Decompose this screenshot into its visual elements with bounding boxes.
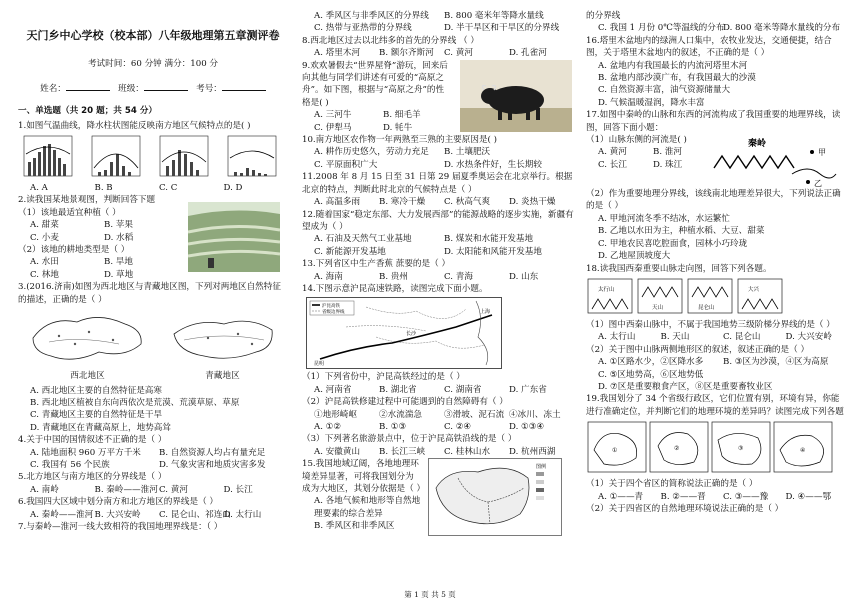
q16-option-d[interactable]: D. 气候温暖湿润，降水丰富	[598, 97, 705, 108]
question-18: 18.读我国西秦重要山脉走向图，回答下列各题。	[586, 263, 772, 274]
q18-2-option-c[interactable]: C. ⑤区地势高，⑥区地势低	[598, 369, 704, 380]
q8-option-b[interactable]: B. 额尔齐斯河	[379, 48, 434, 59]
q2-1-option-b[interactable]: B. 苹果	[104, 220, 133, 231]
q6-option-a[interactable]: A. 秦岭——淮河	[30, 509, 94, 520]
q17-2-option-b[interactable]: B. 乙地以水田为主，种植水稻、大豆、甜菜	[598, 226, 765, 237]
class-field[interactable]	[144, 81, 188, 91]
q8-option-a[interactable]: A. 塔里木河	[314, 48, 361, 59]
yak-photo	[460, 60, 572, 132]
question-4: 4.关于中国的国情叙述不正确的是（ ）	[18, 435, 167, 446]
q7-option-b[interactable]: B. 800 毫米年等降水量线	[444, 11, 544, 21]
q3-option-a[interactable]: A. 西北地区主要的自然特征是高寒	[30, 385, 162, 396]
q18-1-option-d[interactable]: D. 大兴安岭	[785, 332, 832, 343]
legend-railway: 沪昆高铁	[322, 304, 340, 310]
q2-1-options	[18, 219, 178, 244]
q10-option-c[interactable]: C. 平原面积广大	[314, 159, 378, 170]
q17-1-option-b[interactable]: B. 淮河	[653, 147, 682, 158]
china-regions-map	[428, 458, 562, 536]
question-18-1: （1）图中西秦山脉中，不属于我国地势三级阶梯分界线的是（ ）	[586, 319, 835, 330]
class-label: 班级：	[118, 83, 144, 94]
question-17-2: （2）作为重要地理分界线，该线南北地理差异很大，下列说法正确的是（ ）	[586, 189, 841, 212]
exam-meta: 考试时间：60 分钟 满分：100 分	[87, 59, 219, 70]
q16-options	[586, 60, 848, 110]
question-6: 6.我国四大区域中划分南方和北方地区的界线是（ ）	[18, 497, 218, 508]
qinghai-tibet-map	[168, 308, 278, 370]
question-9-block	[302, 60, 574, 134]
q5-option-d[interactable]: D. 长江	[223, 484, 253, 495]
q18-1-option-b[interactable]: B. 天山	[660, 332, 690, 343]
q14-2-option-c[interactable]: C. ②④	[444, 421, 472, 432]
q3-option-c[interactable]: C. 青藏地区主要的自然特征是干旱	[30, 410, 163, 421]
question-14-3: （3）下列著名旅游景点中，位于沪昆高铁沿线的是（ ）	[302, 434, 517, 445]
column-3	[586, 10, 848, 515]
question-2: 2.读我国某地景观图，判断回答下题	[18, 195, 156, 206]
id-field[interactable]	[222, 81, 266, 91]
question-19-2: （2）关于四省区的自然地理环境说法正确的是（ ）	[586, 503, 784, 514]
q13-option-a[interactable]: A. 海南	[314, 271, 343, 282]
q3-maps	[18, 308, 288, 382]
q15-option-a[interactable]: A. 各地气候和地形等自然地理要素的综合差异	[314, 496, 421, 519]
q13-option-c[interactable]: C. 青海	[444, 271, 473, 282]
q1-option-a[interactable]: A. A	[30, 183, 48, 194]
climate-charts-figure	[18, 132, 288, 182]
question-7: 7.与秦岭—淮河一线大致相符的我国地理界线是：（ ）	[18, 521, 223, 532]
exam-title: 天门乡中心学校（校本部）八年级地理第五章测评卷	[26, 29, 280, 42]
question-13: 13.下列省区中生产香蕉 蔗要的是（ ）	[302, 259, 451, 270]
question-15: 15.我国地域辽阔，各地地理环境差异显著，可将我国划分为成为大地区，其划分依据是（ ）	[302, 459, 426, 494]
q14-2-option-d[interactable]: D. ①③④	[509, 421, 545, 432]
place-changsha: 长沙	[406, 331, 417, 338]
q14-2-option-a[interactable]: A. ①②	[314, 421, 342, 432]
label-taihang: 太行山	[598, 286, 615, 293]
q10-option-b[interactable]: B. 土壤肥沃	[444, 147, 491, 158]
qinling-diagram	[708, 134, 838, 188]
q6-options	[18, 509, 288, 521]
q18-1-option-a[interactable]: A. 太行山	[598, 332, 636, 343]
q19-1-option-c[interactable]: C. ③——豫	[723, 491, 769, 502]
q14-2-option-b[interactable]: B. ①③	[379, 421, 407, 432]
column-2	[302, 10, 574, 536]
q19-1-option-a[interactable]: A. ①——青	[598, 491, 644, 502]
q13-option-b[interactable]: B. 贵州	[379, 271, 408, 282]
label-kunlun: 昆仑山	[698, 304, 715, 311]
label-tianshan: 天山	[652, 304, 664, 311]
q12-option-b[interactable]: B. 煤炭和水能开发基地	[444, 234, 534, 245]
question-18-2: （2）关于图中山脉两侧地形区的叙述，叙述正确的是（ ）	[586, 344, 810, 355]
q19-1-option-d[interactable]: D. ④——鄂	[785, 491, 832, 502]
q14-2-items	[302, 409, 574, 421]
q8-options	[302, 47, 574, 59]
q12-option-c[interactable]: C. 新能源开发基地	[314, 246, 386, 257]
question-17: 17.如图中秦岭的山脉和东西的河流构成了我国重要的地理界线，读图，回答下面小题：	[586, 110, 841, 133]
northwest-map-label: 西北地区	[70, 371, 105, 382]
q14-3-options	[302, 446, 574, 458]
q1-options	[18, 182, 288, 194]
question-15-block	[302, 458, 574, 536]
province-1: ①	[612, 447, 618, 455]
q14-2-item-4: ④冰川、冻土	[509, 409, 561, 420]
q11-option-b[interactable]: B. 寒冷干燥	[379, 197, 426, 208]
q14-1-option-c[interactable]: C. 湖南省	[444, 384, 482, 395]
q2-2-option-a[interactable]: A. 水田	[30, 257, 59, 268]
q11-option-c[interactable]: C. 秋高气爽	[444, 197, 491, 208]
q1-option-d[interactable]: D. D	[223, 183, 243, 194]
question-17-1-block	[586, 134, 848, 188]
question-12: 12.随着国家“稳定东部、大力发展西部”的能源战略的逐步实施，新疆有望成为（ ）	[302, 209, 574, 232]
q18-2-option-a[interactable]: A. ①区路水少，②区降水多	[598, 357, 704, 368]
q9-option-b[interactable]: B. 细毛羊	[383, 110, 421, 121]
q2-2-options	[18, 256, 178, 281]
q7-option-d[interactable]: D. 半干旱区和干旱区的分界线	[444, 23, 560, 34]
q14-1-option-a[interactable]: A. 河南省	[314, 384, 352, 395]
q5-option-b[interactable]: B. 秦岭——淮河	[94, 484, 158, 495]
page-footer: 第 1 页 共 5 页	[404, 590, 456, 599]
q18-2-option-d[interactable]: D. ⑦区是重要粮食产区，⑧区是重要畜牧业区	[598, 381, 773, 392]
q14-1-option-d[interactable]: D. 广东省	[509, 384, 547, 395]
place-shanghai: 上海	[480, 309, 491, 316]
q18-1-options	[586, 331, 848, 343]
q3-options	[18, 385, 288, 435]
q7-option-a[interactable]: A. 季风区与非季风区的分界线	[314, 11, 429, 21]
province-3: ③	[738, 445, 744, 453]
question-2-2: （2）该地的耕地类型是（ ）	[18, 245, 130, 256]
q1-option-b[interactable]: B. B	[94, 183, 113, 194]
q9-options	[302, 109, 452, 134]
qinling-label: 秦岭	[748, 139, 767, 150]
question-19-1: （1）关于四个省区的简称说法正确的是（ ）	[586, 479, 758, 490]
question-10: 10.南方地区农作物一年两熟至三熟的主要原因是( )	[302, 135, 497, 146]
q1-option-c[interactable]: C. C	[159, 183, 178, 194]
mountain-ranges-figure	[586, 277, 786, 317]
q9-option-a[interactable]: A. 三河牛	[314, 110, 352, 121]
q11-option-a[interactable]: A. 高温多雨	[314, 197, 361, 208]
q8-option-d[interactable]: D. 孔雀河	[509, 48, 547, 59]
q13-options	[302, 271, 574, 283]
question-8: 8.西北地区过去以北纬多的首先的分界线 （ ）	[302, 35, 479, 46]
q16-option-a[interactable]: A. 盆地内有我国最长的内流河塔里木河	[598, 60, 748, 71]
q10-option-a[interactable]: A. 耕作历史悠久，劳动力充足	[314, 147, 429, 158]
province-4: ④	[800, 447, 806, 455]
q14-2-item-3: ③滑坡、泥石流	[444, 409, 505, 420]
question-9: 9.欢欢暑假去“世界屋脊”游玩，回来后向其他与同学们讲述有可爱的“高原之舟”。如下图，根据与“高原之舟”的性格是( )	[302, 60, 448, 108]
q15-options-cd	[586, 22, 848, 34]
label-daxing: 大兴	[748, 286, 760, 293]
question-2-block	[18, 194, 288, 281]
q3-option-b[interactable]: B. 西北地区植被自东向西依次是荒漠、荒漠草原、草原	[30, 397, 240, 408]
question-5: 5.北方地区与南方地区的分界线是（ ）	[18, 472, 167, 483]
label-yi: 乙	[814, 179, 822, 189]
rice-terrace-photo	[188, 202, 280, 272]
q6-option-b[interactable]: B. 大兴安岭	[94, 509, 141, 520]
q5-options	[18, 484, 288, 496]
q4-options	[18, 447, 288, 472]
q10-option-d[interactable]: D. 水热条件好，生长期较	[444, 159, 542, 170]
climate-charts	[18, 132, 280, 182]
railway-map	[306, 297, 502, 369]
q14-2-options	[302, 421, 574, 433]
q14-3-option-c[interactable]: C. 桂林山水	[444, 446, 491, 457]
q17-1-option-c[interactable]: C. 长江	[598, 159, 627, 170]
map-legend-title: 图例	[536, 464, 547, 471]
question-14: 14.下图示意沪昆高速铁路，读图完成下面小题。	[302, 283, 488, 294]
q7-options	[302, 10, 574, 35]
q18-1-option-c[interactable]: C. 昆仑山	[723, 332, 761, 343]
q8-option-c[interactable]: C. 黄河	[444, 48, 473, 59]
q14-3-option-a[interactable]: A. 安徽黄山	[314, 446, 361, 457]
q5-option-a[interactable]: A. 南岭	[30, 484, 59, 495]
q17-2-option-c[interactable]: C. 甲地农民喜吃腔面食，园林小巧玲珑	[598, 238, 748, 249]
q17-2-options	[586, 213, 848, 263]
q19-1-options	[586, 491, 848, 503]
column-1	[18, 10, 288, 533]
q14-3-option-b[interactable]: B. 长江三峡	[379, 446, 426, 457]
q17-1-option-d[interactable]: D. 珠江	[653, 159, 683, 170]
question-1: 1.如图气温曲线，降水柱状图能反映南方地区气候特点的是( )	[18, 120, 251, 131]
name-label: 姓名：	[40, 83, 66, 94]
q2-2-option-d[interactable]: D. 草地	[104, 269, 134, 280]
q17-1-option-a[interactable]: A. 黄河	[598, 147, 627, 158]
q12-option-a[interactable]: A. 石油及天然气工业基地	[314, 234, 412, 245]
section-heading: 一、单选题（共 20 题；共 54 分）	[18, 106, 158, 117]
q4-option-b[interactable]: B. 自然资源人均占有量充足	[159, 447, 266, 458]
q16-option-b[interactable]: B. 盆地内部沙漠广布，有我国最大的沙漠	[598, 73, 756, 84]
q11-option-d[interactable]: D. 炎热干燥	[509, 197, 556, 208]
q15-options	[302, 495, 422, 532]
q2-2-option-b[interactable]: B. 旱地	[104, 257, 133, 268]
q6-option-c[interactable]: C. 昆仑山、祁连山	[159, 509, 231, 520]
q6-option-d[interactable]: D. 太行山	[223, 509, 262, 520]
q2-2-option-c[interactable]: C. 林地	[30, 269, 59, 280]
q7-option-c[interactable]: C. 热带与亚热带的分界线	[314, 23, 412, 34]
question-2-1: （1）该地最适宜种植（ ）	[18, 207, 121, 218]
q2-1-option-d[interactable]: D. 水稻	[104, 232, 134, 243]
question-11: 11.2008 年 8 月 15 日至 31 日第 29 届夏季奥运会在北京举行。根据北京的特点，判断此时北京的气候特点是（ ）	[302, 172, 573, 195]
q4-option-a[interactable]: A. 陆地面积 960 万平方千米	[30, 447, 141, 458]
question-14-2: （2）沪昆高铁修建过程中可能遇到的自然障碍有（ ）	[302, 397, 508, 408]
q4-option-c[interactable]: C. 我国有 56 个民族	[30, 459, 110, 470]
question-19: 19.我国划分了 34 个省级行政区，它们位置有别，环境有异，你能进行准确定位，并判断它们的地理环境的差异吗？读图完成下列各题	[586, 394, 844, 417]
northwest-map	[29, 308, 147, 370]
place-kunming: 昆明	[314, 361, 325, 368]
q11-options	[302, 196, 574, 208]
q2-1-option-c[interactable]: C. 小麦	[30, 232, 59, 243]
question-17-1: （1）山脉东侧的河流是( )	[586, 135, 687, 146]
q15-continuation: 的分界线	[586, 11, 621, 21]
student-fields	[18, 81, 288, 95]
name-field[interactable]	[66, 81, 110, 91]
q14-2-item-1: ①地形崎岖	[314, 409, 357, 420]
q16-option-c[interactable]: C. 自然资源丰富，油气资源储量大	[598, 85, 731, 96]
q18-2-option-b[interactable]: B. ③区为沙漠，④区为高原	[723, 357, 829, 368]
q4-option-d[interactable]: D. 气象灾害和地质灾害多发	[159, 459, 266, 470]
qinghai-tibet-map-label: 青藏地区	[205, 371, 240, 382]
q2-1-option-a[interactable]: A. 甜菜	[30, 220, 59, 231]
q15-option-b[interactable]: B. 季风区和非季风区	[314, 521, 395, 532]
q14-1-option-b[interactable]: B. 湖北省	[379, 384, 417, 395]
q10-options	[302, 146, 574, 171]
q5-option-c[interactable]: C. 黄河	[159, 484, 188, 495]
q14-2-item-2: ②水流湍急	[379, 409, 422, 420]
question-16: 16.塔里木盆地内的绿洲人口集中，农牧业发达，交通便捷，结合图，关于塔里木盆地内的叙述，不正确的是（ ）	[586, 35, 832, 59]
q14-1-options	[302, 384, 574, 396]
q19-1-option-b[interactable]: B. ②——晋	[660, 491, 706, 502]
legend-boundary: 省级边界线	[322, 310, 345, 316]
q3-option-d[interactable]: D. 青藏地区在青藏高原上，地势高耸	[30, 422, 171, 433]
q17-2-option-a[interactable]: A. 甲地河流冬季不结冰，水运繁忙	[598, 213, 730, 224]
q9-option-c[interactable]: C. 伊犁马	[314, 122, 352, 133]
q15-option-c[interactable]: C. 我国 1 月份 0℃等温线的分布	[598, 23, 725, 34]
q12-option-d[interactable]: D. 太阳能和风能开发基地	[444, 246, 542, 257]
q9-option-d[interactable]: D. 牦牛	[383, 122, 413, 133]
province-2: ②	[674, 445, 680, 453]
provinces-figure	[586, 420, 836, 476]
q15-option-d[interactable]: D. 800 毫米等降水量线的分布	[723, 23, 841, 34]
id-label: 考号：	[196, 83, 222, 94]
label-jia: 甲	[818, 148, 826, 158]
question-3: 3.(2016.济南)如图为西北地区与青藏地区图，下列对两地区自然特征的描述，正确的是（ ）	[18, 282, 281, 305]
q13-option-d[interactable]: D. 山东	[509, 271, 539, 282]
q18-2-options	[586, 356, 848, 393]
q12-options	[302, 233, 574, 258]
q17-1-options	[586, 146, 708, 171]
q17-2-option-d[interactable]: D. 乙地屋顶坡度大	[598, 251, 671, 262]
question-14-1: （1）下列省份中，沪昆高铁经过的是（ ）	[302, 372, 465, 383]
q14-3-option-d[interactable]: D. 杭州西湖	[509, 446, 556, 457]
